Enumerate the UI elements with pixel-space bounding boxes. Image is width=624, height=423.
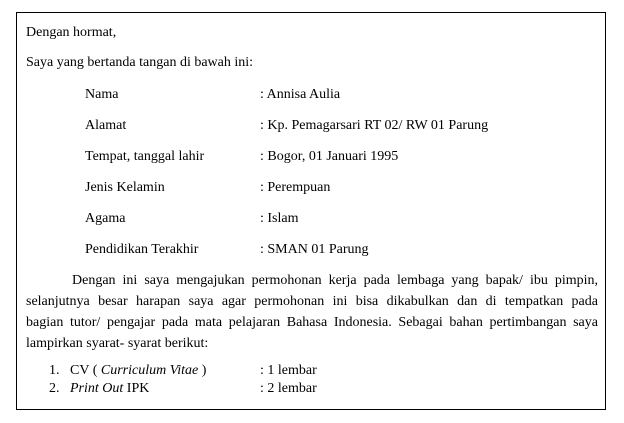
field-value-alamat: : Kp. Pemagarsari RT 02/ RW 01 Parung <box>260 118 489 133</box>
field-label-pendidikan-terakhir: Pendidikan Terakhir <box>85 242 199 257</box>
attachment-number-2: 2. <box>49 381 60 396</box>
greeting: Dengan hormat, <box>26 25 117 40</box>
attachment-value-ipk: : 2 lembar <box>260 381 317 396</box>
attachment-item-ipk <box>70 381 149 397</box>
body-line-3: bagian tutor/ pengajar pada mata pelajaran Bahasa Indonesia. Sebagai bahan pertimbangan saya <box>26 315 598 330</box>
field-label-tempat-tanggal-lahir: Tempat, tanggal lahir <box>85 149 205 164</box>
attachment-number-1: 1. <box>49 363 60 378</box>
attachment-suffix: ) <box>198 363 207 378</box>
field-value-agama: : Islam <box>260 211 299 226</box>
field-label-nama: Nama <box>85 87 119 102</box>
field-label-jenis-kelamin: Jenis Kelamin <box>85 180 165 195</box>
field-value-pendidikan-terakhir: : SMAN 01 Parung <box>260 242 369 257</box>
field-value-tempat-tanggal-lahir: : Bogor, 01 Januari 1995 <box>260 149 399 164</box>
body-line-1: Dengan ini saya mengajukan permohonan kerja pada lembaga yang bapak/ ibu pimpin, <box>72 273 598 288</box>
attachment-italic: Curriculum Vitae <box>100 363 199 378</box>
attachment-suffix: IPK <box>123 381 150 396</box>
attachment-italic: Print Out <box>70 381 124 396</box>
field-label-agama: Agama <box>85 211 126 226</box>
attachment-value-cv: : 1 lembar <box>260 363 317 378</box>
field-label-alamat: Alamat <box>85 118 127 133</box>
attachment-prefix: CV ( <box>70 363 101 378</box>
attachment-item-cv <box>70 363 206 379</box>
body-line-2: selanjutnya besar harapan saya agar permohonan ini bisa dikabulkan dan di tempatkan pada <box>26 294 598 309</box>
intro-line: Saya yang bertanda tangan di bawah ini: <box>26 55 254 70</box>
field-value-jenis-kelamin: : Perempuan <box>260 180 331 195</box>
letter-frame <box>16 12 606 410</box>
body-line-4: lampirkan syarat- syarat berikut: <box>26 336 209 351</box>
field-value-nama: : Annisa Aulia <box>260 87 341 102</box>
